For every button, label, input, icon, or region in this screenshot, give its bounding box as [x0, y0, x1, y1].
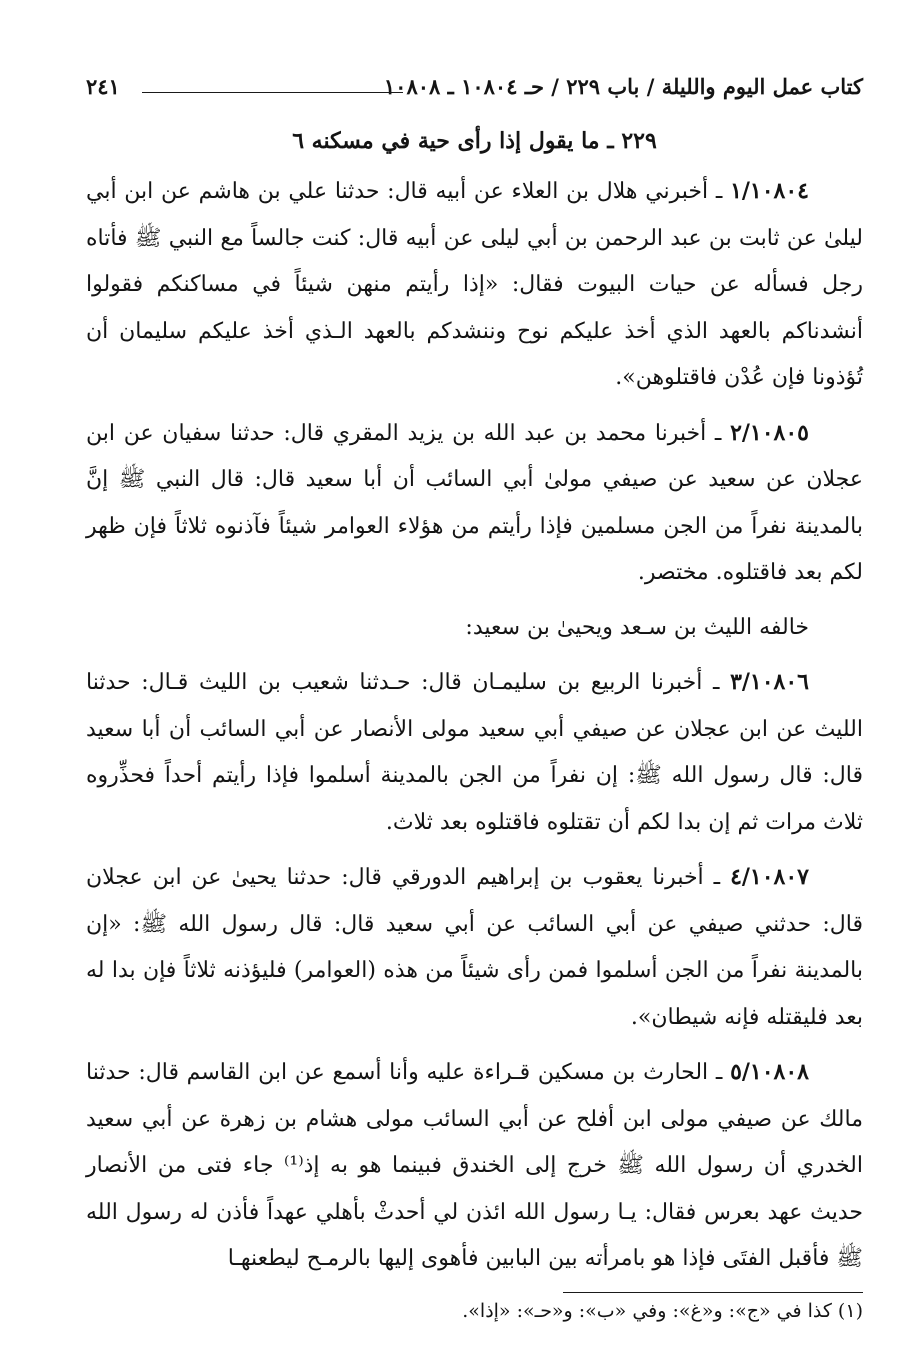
hadith-paragraph	[86, 1049, 863, 1283]
hadith-text: ـ أخبرني هلال بن العلاء عن أبيه قال: حدثنا علي بن هاشم عن ابن أبي ليلىٰ عن ثابت بن عبد الرحمن بن أبي ليلى عن أبيه قال: كنت جالساً مع النبي ﷺ فأتاه رجل فسأله عن حيات البيوت فقال: «إذا رأيتم منهن شيئاً في مساكنكم فقولوا أنشدناكم بالعهد الذي أخذ عليكم نوح وننشدكم بالعهد الـذي أخذ عليكم سليمان أن تُؤذونا فإن عُدْن فاقتلوهن».	[86, 179, 863, 390]
hadith-text: ـ الحارث بن مسكين قـراءة عليه وأنا أسمع عن ابن القاسم قال: حدثنا مالك عن صيفي مولى ابن أفلح عن أبي السائب مولى هشام بن زهرة عن أبي سعيد الخدري أن رسول الله ﷺ خرج إلى الخندق فبينما هو به إذ⁽¹⁾ جاء فتى من الأنصار حديث عهد بعرس فقال: يـا رسول الله ائذن لي أحدثْ بأهلي عهداً فأذن له رسول الله ﷺ فأقبل الفتَى فإذا هو بامرأته بين البابين فأهوى إليها بالرمـح ليطعنهـا	[86, 1060, 864, 1271]
hadith-paragraph	[86, 854, 863, 1041]
header-rule	[142, 92, 403, 93]
narration-note	[86, 605, 863, 652]
chapter-title: ٢٢٩ ـ ما يقول إذا رأى حية في مسكنه ٦	[292, 128, 657, 154]
hadith-paragraph	[86, 410, 863, 597]
hadith-number: ٤/١٠٨٠٧	[730, 864, 809, 890]
running-header	[86, 66, 863, 106]
hadith-number: ٣/١٠٨٠٦	[730, 669, 809, 695]
page-number: ٢٤١	[86, 74, 120, 99]
hadith-paragraph	[86, 659, 863, 846]
hadith-number: ٢/١٠٨٠٥	[730, 419, 809, 446]
header-title: كتاب عمل اليوم والليلة / باب ٢٢٩ / حـ ١٠٨٠٤ ـ ١٠٨٠٨	[383, 74, 863, 99]
hadith-text: ـ أخبرنا يعقوب بن إبراهيم الدورقي قال: حدثنا يحيىٰ عن ابن عجلان قال: حدثني صيفي عن أبي السائب عن أبي سعيد قال: قال رسول الله ﷺ: «إن بالمدينة نفراً من الجن أسلموا فمن رأى شيئاً من هذه (العوامر) فليؤذنه ثلاثاً فإن بدا له بعد فليقتله فإنه شيطان».	[86, 865, 863, 1030]
hadith-paragraph	[86, 168, 863, 402]
hadith-number: ١/١٠٨٠٤	[730, 178, 809, 204]
hadith-number: ٥/١٠٨٠٨	[730, 1059, 809, 1085]
hadith-text: ـ أخبرنا محمد بن عبد الله بن يزيد المقري قال: حدثنا سفيان عن ابن عجلان عن سعيد عن صيفي مولىٰ أبي السائب أن أبا سعيد قال: قال النبي ﷺ إنَّ بالمدينة نفراً من الجن مسلمين فإذا رأيتم من هؤلاء العوامر شيئاً فآذنوه ثلاثاً فإن ظهر لكم بعد فاقتلوه. مختصر.	[86, 420, 863, 585]
footnote-rule	[563, 1292, 863, 1293]
hadith-text: ـ أخبرنا الربيع بن سليمـان قال: حـدثنا شعيب بن الليث قـال: حدثنا الليث عن ابن عجلان عن صيفي أبي سعيد مولى الأنصار عن أبي السائب أن أبا سعيد قال: قال رسول الله ﷺ: إن نفراً من الجن بالمدينة أسلموا فإذا رأيتم أحداً فحذِّروه ثلاث مرات ثم إن بدا لكم أن تقتلوه فاقتلوه بعد ثلاث.	[86, 670, 863, 835]
narration-note-text: خالفه الليث بن سـعد ويحيىٰ بن سعيد:	[465, 614, 809, 640]
footnote: (١) كذا في «ج»: و«غ»: وفي «ب»: و«حـ»: «إذا».	[462, 1300, 863, 1322]
